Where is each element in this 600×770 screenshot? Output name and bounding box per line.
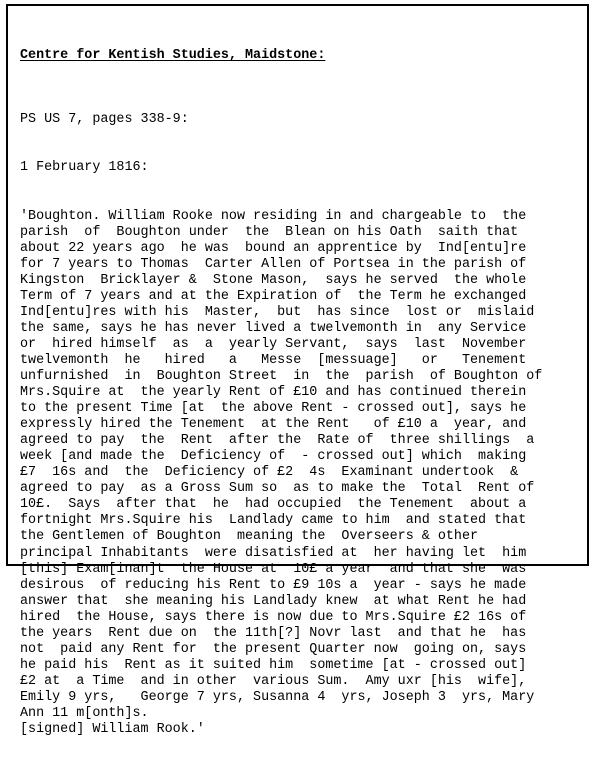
document-frame	[6, 4, 589, 738]
transcript-text	[20, 209, 586, 739]
transcript-line: the years Rent due on the 11th[?] Novr last and that he has	[20, 625, 527, 641]
transcript-line: about 22 years ago he was bound an apprentice by Ind[entu]re	[20, 240, 527, 256]
transcript-line: the Gentlemen of Boughton meaning the Overseers & other	[20, 529, 479, 545]
transcript-line: principal Inhabitants were disatisfied at her having let him	[20, 545, 527, 561]
transcript-line: Ind[entu]res with his Master, but has since lost or mislaid	[20, 304, 535, 320]
transcript-line: to the present Time [at the above Rent - crossed out], says he	[20, 401, 527, 417]
transcript-line: answer that she meaning his Landlady knew at what Rent he had	[20, 593, 527, 609]
archive-reference: PS US 7, pages 338-9:	[20, 112, 189, 128]
transcript-line: parish of Boughton under the Blean on his Oath saith that	[20, 224, 519, 240]
transcript-line: Kingston Bricklayer & Stone Mason, says he served the whole	[20, 272, 527, 288]
transcript-line: expressly hired the Tenement at the Rent of £10 a year, and	[20, 417, 527, 433]
transcript-line: hired the House, says there is now due to Mrs.Squire £2 16s of	[20, 609, 527, 625]
transcript-line: the same, says he has never lived a twelvemonth in any Service	[20, 320, 527, 336]
transcript-line: Term of 7 years and at the Expiration of the Term he exchanged	[20, 288, 527, 304]
transcript-line: week [and made the Deficiency of - crossed out] which making	[20, 449, 527, 465]
document-title: Centre for Kentish Studies, Maidstone:	[20, 48, 326, 64]
transcript-line: Mrs.Squire at the yearly Rent of £10 and has continued therein	[20, 385, 527, 401]
transcript-line: agreed to pay as a Gross Sum so as to make the Total Rent of	[20, 481, 535, 497]
transcript-line: fortnight Mrs.Squire his Landlady came to him and stated that	[20, 513, 527, 529]
transcript-line: unfurnished in Boughton Street in the parish of Boughton of	[20, 368, 543, 384]
transcript-line: twelvemonth he hired a Messe [messuage] or Tenement	[20, 352, 527, 368]
transcript-line: or hired himself as a yearly Servant, says last November	[20, 336, 527, 352]
entry-date: 1 February 1816:	[20, 160, 149, 176]
transcript-line: Ann 11 m[onth]s.	[20, 705, 149, 721]
transcript-line: £7 16s and the Deficiency of £2 4s Examinant undertook &	[20, 465, 519, 481]
transcript-line: [this] Exam[inan]t the House at 10£ a year and that she was	[20, 561, 527, 577]
transcript-line: agreed to pay the Rent after the Rate of three shillings a	[20, 433, 535, 449]
transcript-line: not paid any Rent for the present Quarter now going on, says	[20, 641, 527, 657]
transcript-line: Emily 9 yrs, George 7 yrs, Susanna 4 yrs, Joseph 3 yrs, Mary	[20, 689, 535, 705]
transcript-line: [signed] William Rook.'	[20, 722, 205, 738]
transcript-line: 'Boughton. William Rooke now residing in and chargeable to the	[20, 208, 527, 224]
transcript-line: desirous of reducing his Rent to £9 10s a year - says he made	[20, 577, 527, 593]
transcript-line: for 7 years to Thomas Carter Allen of Portsea in the parish of	[20, 256, 527, 272]
transcript-line: £2 at a Time and in other various Sum. Amy uxr [his wife],	[20, 673, 527, 689]
transcript-line: he paid his Rent as it suited him sometime [at - crossed out]	[20, 657, 527, 673]
document-body	[20, 16, 586, 770]
transcript-line: 10£. Says after that he had occupied the Tenement about a	[20, 497, 527, 513]
